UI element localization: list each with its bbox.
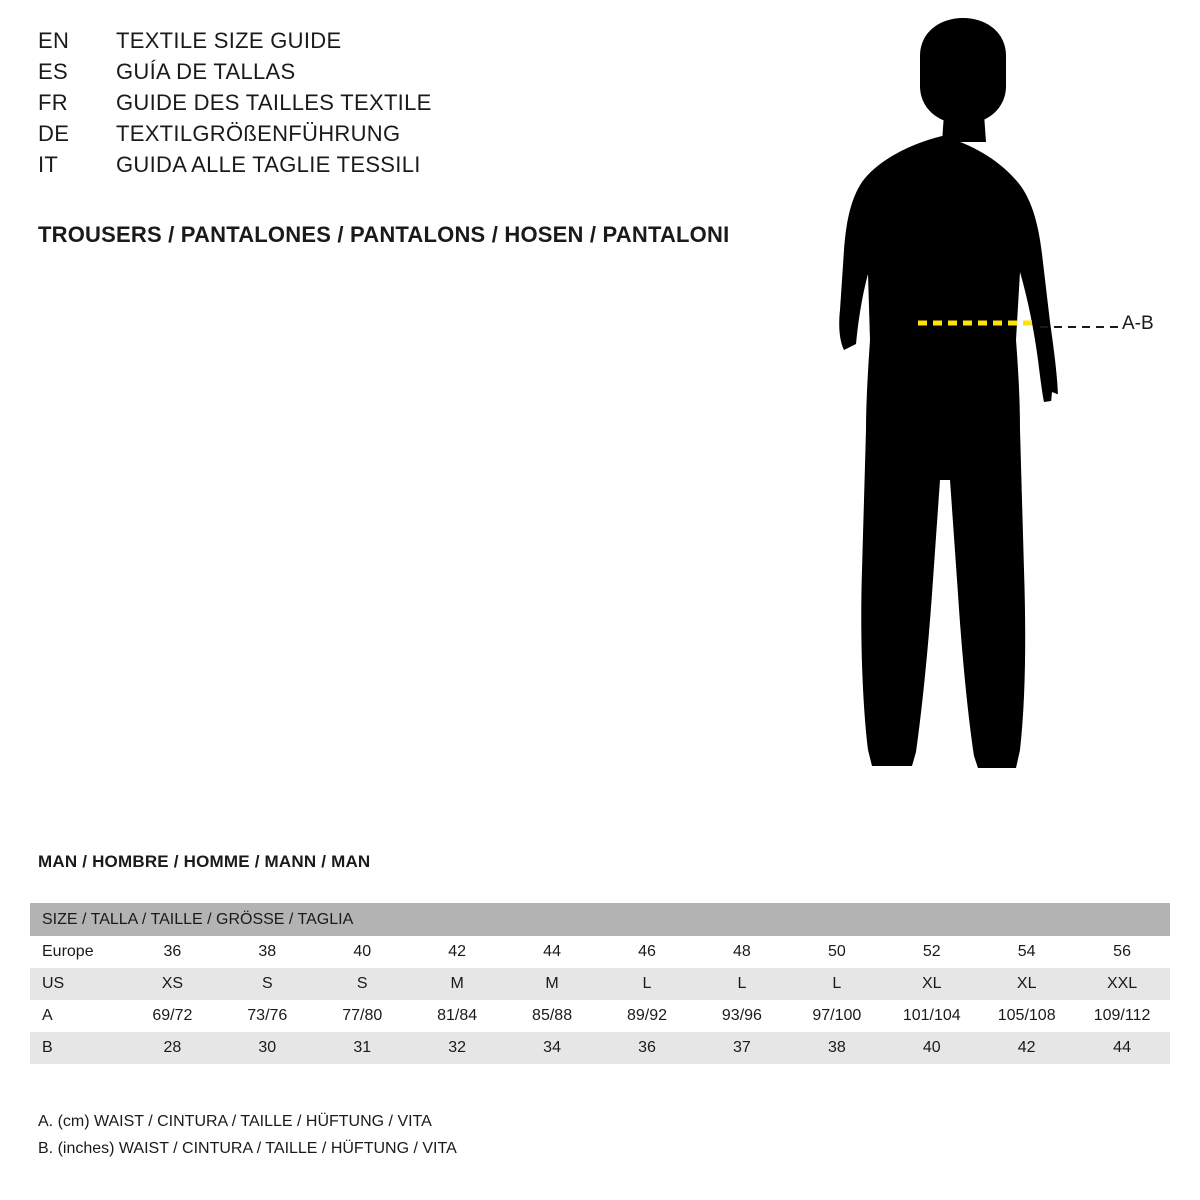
- cell-europe-6: 48: [694, 936, 789, 968]
- cell-a-7: 97/100: [789, 1000, 884, 1032]
- language-code: ES: [38, 59, 68, 84]
- cell-a-10: 109/112: [1074, 1000, 1170, 1032]
- row-label-us: US: [30, 968, 125, 1000]
- cell-b-7: 38: [789, 1032, 884, 1064]
- cell-us-9: XL: [979, 968, 1074, 1000]
- table-header-row: [30, 903, 1170, 936]
- footnote-b: B. (inches) WAIST / CINTURA / TAILLE / HÜFTUNG / VITA: [38, 1140, 457, 1157]
- cell-europe-0: 36: [125, 936, 220, 968]
- cell-europe-7: 50: [789, 936, 884, 968]
- table-section-title: MAN / HOMBRE / HOMME / MANN / MAN: [38, 852, 371, 871]
- cell-us-2: S: [315, 968, 410, 1000]
- cell-b-9: 42: [979, 1032, 1074, 1064]
- cell-europe-3: 42: [410, 936, 505, 968]
- language-code: IT: [38, 152, 59, 177]
- language-code: EN: [38, 28, 70, 53]
- language-row: [38, 59, 798, 90]
- cell-us-7: L: [789, 968, 884, 1000]
- cell-europe-4: 44: [505, 936, 600, 968]
- cell-b-10: 44: [1074, 1032, 1170, 1064]
- table-header-label: SIZE / TALLA / TAILLE / GRÖSSE / TAGLIA: [30, 903, 1170, 936]
- cell-a-2: 77/80: [315, 1000, 410, 1032]
- cell-us-5: L: [600, 968, 695, 1000]
- language-row: [38, 90, 798, 121]
- row-label-a: A: [30, 1000, 125, 1032]
- cell-us-10: XXL: [1074, 968, 1170, 1000]
- table-row: [30, 968, 1170, 1000]
- cell-b-1: 30: [220, 1032, 315, 1064]
- cell-us-1: S: [220, 968, 315, 1000]
- table-row: [30, 1032, 1170, 1064]
- row-label-b: B: [30, 1032, 125, 1064]
- language-code: FR: [38, 90, 68, 115]
- cell-us-0: XS: [125, 968, 220, 1000]
- cell-b-5: 36: [600, 1032, 695, 1064]
- cell-us-4: M: [505, 968, 600, 1000]
- measure-label-ab: A-B: [1122, 313, 1154, 334]
- cell-a-4: 85/88: [505, 1000, 600, 1032]
- man-silhouette-icon: [800, 10, 1200, 810]
- cell-a-5: 89/92: [600, 1000, 695, 1032]
- cell-a-0: 69/72: [125, 1000, 220, 1032]
- cell-europe-9: 54: [979, 936, 1074, 968]
- cell-b-3: 32: [410, 1032, 505, 1064]
- cell-a-8: 101/104: [884, 1000, 979, 1032]
- cell-europe-2: 40: [315, 936, 410, 968]
- cell-a-6: 93/96: [694, 1000, 789, 1032]
- garment-type-title: TROUSERS / PANTALONES / PANTALONS / HOSEN / PANTALONI: [38, 222, 730, 247]
- cell-europe-8: 52: [884, 936, 979, 968]
- footnote-list: [38, 1108, 938, 1162]
- cell-a-9: 105/108: [979, 1000, 1074, 1032]
- language-title-list: [38, 28, 798, 183]
- cell-a-3: 81/84: [410, 1000, 505, 1032]
- footnote-a: A. (cm) WAIST / CINTURA / TAILLE / HÜFTUNG / VITA: [38, 1113, 432, 1130]
- language-code: DE: [38, 121, 70, 146]
- size-table-wrapper: [30, 903, 1170, 1064]
- cell-europe-10: 56: [1074, 936, 1170, 968]
- cell-a-1: 73/76: [220, 1000, 315, 1032]
- cell-b-8: 40: [884, 1032, 979, 1064]
- language-title: GUIDE DES TAILLES TEXTILE: [116, 90, 432, 115]
- language-title: TEXTILGRÖßENFÜHRUNG: [116, 121, 401, 146]
- figure-illustration: [800, 10, 1200, 810]
- language-row: [38, 152, 798, 183]
- row-label-europe: Europe: [30, 936, 125, 968]
- language-title: TEXTILE SIZE GUIDE: [116, 28, 342, 53]
- cell-b-4: 34: [505, 1032, 600, 1064]
- cell-europe-1: 38: [220, 936, 315, 968]
- cell-us-6: L: [694, 968, 789, 1000]
- table-row: [30, 1000, 1170, 1032]
- cell-us-8: XL: [884, 968, 979, 1000]
- language-row: [38, 121, 798, 152]
- cell-b-0: 28: [125, 1032, 220, 1064]
- cell-b-6: 37: [694, 1032, 789, 1064]
- cell-europe-5: 46: [600, 936, 695, 968]
- language-row: [38, 28, 798, 59]
- language-title: GUIDA ALLE TAGLIE TESSILI: [116, 152, 421, 177]
- table-row: [30, 936, 1170, 968]
- size-table: [30, 903, 1170, 1064]
- cell-b-2: 31: [315, 1032, 410, 1064]
- language-title: GUÍA DE TALLAS: [116, 59, 296, 84]
- cell-us-3: M: [410, 968, 505, 1000]
